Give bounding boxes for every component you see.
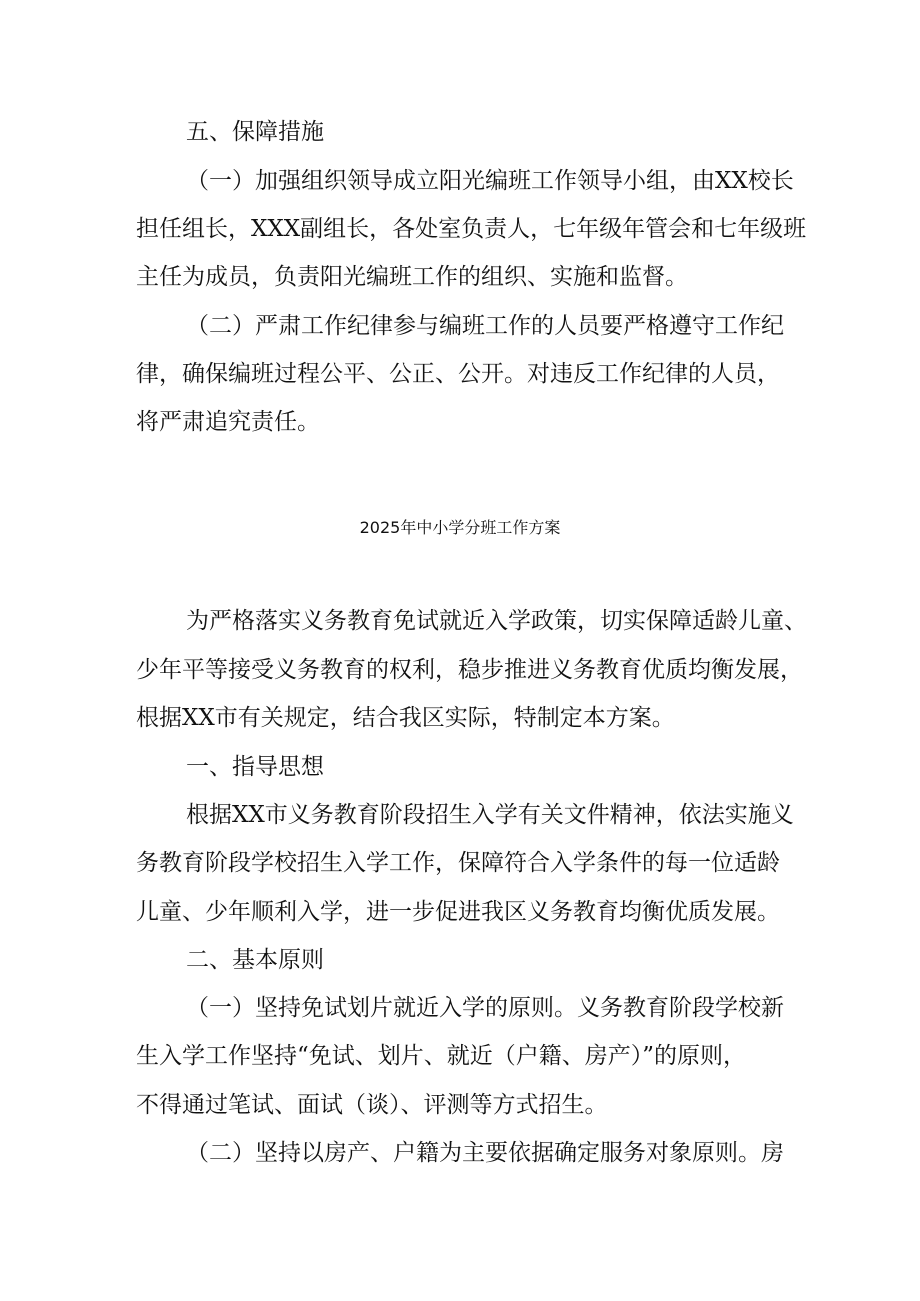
paragraph-line: （一）加强组织领导成立阳光编班工作领导小组，由XX校长 (186, 168, 794, 194)
paragraph-line: 务教育阶段学校招生入学工作，保障符合入学条件的每一位适龄 (136, 850, 780, 876)
paragraph-line: 不得通过笔试、面试（谈）、评测等方式招生。 (136, 1092, 608, 1118)
paragraph-line: 主任为成员，负责阳光编班工作的组织、实施和监督。 (136, 264, 688, 290)
section-heading-basic-principles: 二、基本原则 (186, 947, 324, 973)
paragraph-line: 担任组长，XXX副组长，各处室负责人，七年级年管会和七年级班 (136, 216, 807, 242)
paragraph-line: 根据XX市有关规定，结合我区实际，特制定本方案。 (136, 705, 675, 731)
section-heading-safeguards: 五、保障措施 (186, 119, 324, 145)
paragraph-line: 儿童、少年顺利入学，进一步促进我区义务教育均衡优质发展。 (136, 899, 780, 925)
document-title: 2025年中小学分班工作方案 (359, 518, 561, 537)
section-heading-guiding-ideology: 一、指导思想 (186, 754, 324, 780)
paragraph-line: （二）严肃工作纪律参与编班工作的人员要严格遵守工作纪 (186, 313, 784, 339)
paragraph-line: 律，确保编班过程公平、公正、公开。对违反工作纪律的人员， (136, 361, 780, 387)
paragraph-line: （一）坚持免试划片就近入学的原则。义务教育阶段学校新 (186, 995, 784, 1021)
paragraph-line: 为严格落实义务教育免试就近入学政策，切实保障适龄儿童、 (186, 608, 807, 634)
paragraph-line: 将严肃追究责任。 (136, 409, 320, 435)
paragraph-line: （二）坚持以房产、户籍为主要依据确定服务对象原则。房 (186, 1140, 784, 1166)
paragraph-line: 少年平等接受义务教育的权利，稳步推进义务教育优质均衡发展， (136, 657, 803, 683)
paragraph-line: 生入学工作坚持“免试、划片、就近（户籍、房产）”的原则， (136, 1043, 747, 1069)
paragraph-line: 根据XX市义务教育阶段招生入学有关文件精神，依法实施义 (186, 802, 794, 828)
